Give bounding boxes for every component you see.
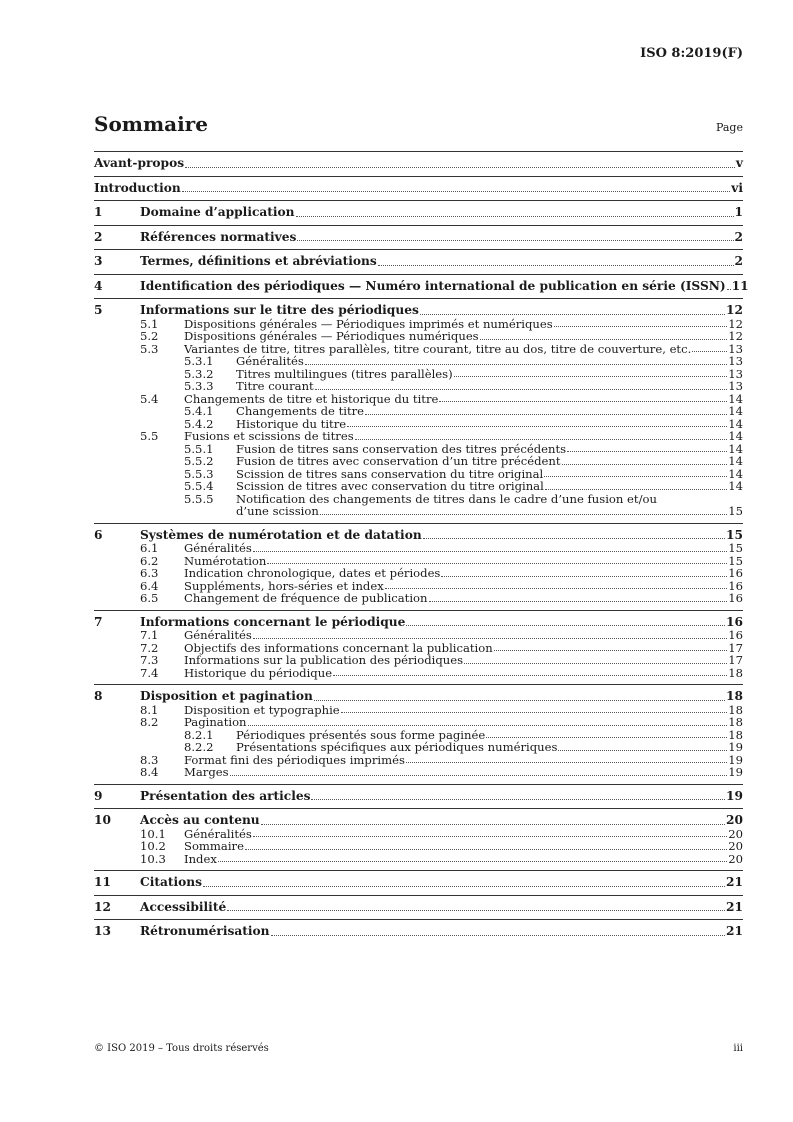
toc-entry-page: 14: [728, 404, 743, 418]
toc-entry-title: Informations sur le titre des périodiques: [140, 303, 419, 317]
toc-entry-page: 13: [728, 379, 743, 393]
toc-dot-leader: [314, 700, 725, 701]
toc-entry-page: 14: [728, 454, 743, 468]
toc-entry[interactable]: [94, 741, 743, 754]
toc-entry-title: Généralités: [184, 628, 252, 642]
toc-entry[interactable]: [94, 430, 743, 443]
toc-entry-number: 10.3: [140, 851, 166, 866]
toc-entry-number: 5.5.5: [184, 491, 214, 506]
toc-dot-leader: [385, 588, 727, 589]
toc-entry[interactable]: [94, 493, 743, 506]
toc-dot-leader: [439, 401, 727, 402]
toc-entry-number: 8.2.2: [184, 740, 214, 754]
toc-entry-number: 8.4: [140, 765, 159, 779]
toc-dot-leader: [464, 663, 727, 664]
toc-entry-page: 14: [728, 391, 743, 406]
toc-entry-page: 15: [728, 553, 743, 568]
toc-dot-leader: [185, 167, 735, 168]
toc-dot-leader: [480, 339, 728, 340]
toc-entry-page: 18: [728, 715, 743, 729]
toc-entry-page: 1: [734, 205, 743, 219]
toc-entry[interactable]: [94, 667, 743, 680]
toc-entry-page: 16: [728, 628, 743, 642]
toc-dot-leader: [311, 799, 725, 800]
toc-dot-leader: [296, 216, 734, 217]
toc-entry[interactable]: [94, 355, 743, 368]
toc-entry[interactable]: [94, 876, 743, 890]
toc-entry-number: 5.4.1: [184, 404, 214, 418]
toc-entry-title: Fusion de titres sans conservation des titres précédents: [236, 441, 567, 456]
toc-entry-page: 11: [731, 278, 749, 293]
toc-entry[interactable]: [94, 616, 743, 630]
toc-section: [94, 808, 743, 870]
toc-entry-number: 7.1: [140, 628, 159, 642]
toc-entry-page: 17: [728, 653, 743, 667]
toc-entry[interactable]: [94, 304, 743, 318]
toc-section: [94, 176, 743, 201]
toc-entry-number: 5.5.1: [184, 441, 214, 456]
toc-entry-title: Disposition et pagination: [140, 689, 313, 703]
toc-entry-page: 15: [728, 541, 743, 555]
toc-entry-title: Termes, définitions et abréviations: [140, 254, 377, 268]
toc-entry-title: d’une scission: [236, 504, 319, 518]
toc-entry-number: 12: [94, 899, 111, 914]
toc-entry[interactable]: [94, 206, 743, 220]
toc-dot-leader: [245, 849, 727, 850]
toc-entry-title: Systèmes de numérotation et de datation: [140, 527, 422, 542]
toc-entry-number: 10.2: [140, 839, 166, 853]
toc-entry-title: Changement de fréquence de publication: [184, 591, 428, 605]
copyright-notice: © ISO 2019 – Tous droits réservés: [94, 1043, 269, 1054]
toc-entry-number: 6.2: [140, 553, 159, 568]
toc-entry-page: 16: [726, 614, 743, 629]
toc-entry[interactable]: [94, 278, 749, 294]
toc-entry[interactable]: [94, 853, 743, 866]
toc-entry-page: 15: [728, 504, 743, 518]
toc-entry-number: 5.3.1: [184, 354, 214, 368]
toc-entry-number: 5.3: [140, 341, 159, 356]
toc-dot-leader: [333, 675, 727, 676]
toc-entry-page: vi: [731, 180, 743, 195]
toc-entry[interactable]: [94, 716, 743, 729]
toc-entry-title: Présentations spécifiques aux périodiques numériques: [236, 740, 558, 754]
toc-entry-page: 21: [726, 924, 743, 938]
toc-entry-number: 9: [94, 788, 103, 803]
toc-entry-title: Généralités: [236, 354, 304, 368]
page-column-label: Page: [715, 121, 743, 134]
toc-entry[interactable]: [94, 542, 743, 555]
toc-entry-page: 14: [728, 441, 743, 456]
toc-entry-title: Indication chronologique, dates et périodes: [184, 566, 441, 580]
toc-dot-leader: [544, 476, 727, 477]
toc-entry-number: 7.3: [140, 653, 159, 667]
toc-dot-leader: [494, 650, 728, 651]
toc-entry-title: Introduction: [94, 180, 181, 195]
toc-entry-title: Scission de titres avec conservation du titre original: [236, 479, 544, 493]
toc-dot-leader: [454, 376, 728, 377]
toc-entry[interactable]: [94, 455, 743, 468]
toc-entry-page: 16: [728, 591, 743, 605]
toc-entry-page: v: [735, 156, 743, 170]
toc-entry-title: Dispositions générales — Périodiques numériques: [184, 329, 479, 343]
toc-entry-title: Fusions et scissions de titres: [184, 429, 354, 443]
toc-entry[interactable]: [94, 255, 743, 269]
toc-entry-page: 17: [728, 640, 743, 655]
toc-entry-page: 2: [734, 229, 743, 244]
toc-entry[interactable]: [94, 529, 743, 543]
toc-entry[interactable]: [94, 790, 743, 804]
toc-entry[interactable]: [94, 505, 743, 518]
toc-entry-page: 12: [728, 316, 743, 331]
toc-dot-leader: [305, 364, 727, 365]
toc-entry[interactable]: [94, 690, 743, 704]
toc-entry-title: Domaine d’application: [140, 205, 295, 219]
toc-dot-leader: [558, 750, 727, 751]
toc-dot-leader: [253, 551, 727, 552]
toc-entry-title: Historique du périodique: [184, 665, 333, 680]
toc-entry-page: 12: [726, 303, 743, 317]
toc-entry-number: 10.1: [140, 826, 166, 841]
toc-entry-page: 18: [728, 702, 743, 717]
toc-entry-page: 20: [728, 826, 743, 841]
page-number: iii: [733, 1043, 743, 1054]
toc-entry[interactable]: [94, 380, 743, 393]
toc-entry-number: 7.4: [140, 665, 159, 680]
toc-entry[interactable]: [94, 480, 743, 493]
toc-entry-title: Accessibilité: [140, 899, 227, 914]
toc-entry-title: Généralités: [184, 826, 252, 841]
toc-entry-number: 5.4: [140, 391, 159, 406]
toc-entry-title: Dispositions générales — Périodiques imprimés et numériques: [184, 316, 553, 331]
toc-entry-title: Numérotation: [184, 553, 267, 568]
table-of-contents: [94, 151, 749, 944]
toc-entry-number: 5.5.4: [184, 479, 214, 493]
toc-entry-title: Format fini des périodiques imprimés: [184, 752, 405, 767]
toc-entry-number: 8.2.1: [184, 727, 214, 742]
toc-dot-leader: [182, 191, 730, 192]
toc-entry[interactable]: [94, 157, 743, 171]
toc-entry-title: Pagination: [184, 715, 247, 729]
toc-entry-title: Variantes de titre, titres parallèles, titre courant, titre au dos, titre de couverture, etc.: [184, 341, 692, 356]
toc-dot-leader: [227, 910, 725, 911]
toc-section: [94, 151, 743, 176]
toc-entry[interactable]: [94, 925, 743, 939]
toc-entry-number: 1: [94, 205, 103, 219]
toc-entry[interactable]: [94, 814, 743, 828]
toc-entry[interactable]: [94, 592, 743, 605]
toc-dot-leader: [297, 240, 733, 241]
toc-entry-title: Accès au contenu: [140, 813, 260, 827]
toc-dot-leader: [567, 451, 727, 452]
toc-entry-title: Titre courant: [236, 379, 314, 393]
toc-entry-title: Informations sur la publication des périodiques: [184, 653, 464, 667]
toc-entry[interactable]: [94, 840, 743, 853]
toc-entry-page: 19: [728, 740, 743, 754]
toc-entry-title: Informations concernant le périodique: [140, 614, 406, 629]
toc-dot-leader: [203, 886, 725, 887]
toc-entry-number: 8.2: [140, 715, 159, 729]
toc-entry-number: 5: [94, 303, 103, 317]
toc-entry-number: 5.1: [140, 316, 159, 331]
toc-entry-page: 2: [734, 254, 743, 268]
toc-entry-page: 14: [728, 466, 743, 481]
toc-entry[interactable]: [94, 654, 743, 667]
toc-entry-title: Titres multilingues (titres parallèles): [236, 366, 453, 381]
document-id: ISO 8:2019(F): [640, 46, 743, 61]
toc-entry-number: 4: [94, 278, 103, 293]
toc-entry-title: Généralités: [184, 541, 252, 555]
toc-entry-number: 6.3: [140, 566, 159, 580]
toc-entry[interactable]: [94, 330, 743, 343]
toc-entry-number: 5.3.3: [184, 379, 214, 393]
toc-entry-page: 14: [728, 416, 743, 431]
toc-entry-number: 5.4.2: [184, 416, 214, 431]
toc-entry-page: 18: [728, 727, 743, 742]
toc-entry-page: 15: [726, 527, 743, 542]
toc-entry-number: 7: [94, 614, 103, 629]
toc-entry-page: 12: [728, 329, 743, 343]
toc-entry-title: Identification des périodiques — Numéro international de publication en série (ISSN): [140, 278, 726, 293]
toc-entry-title: Historique du titre: [236, 416, 347, 431]
toc-entry[interactable]: [94, 629, 743, 642]
toc-entry-title: Périodiques présentés sous forme paginée: [236, 727, 486, 742]
toc-entry-page: 14: [728, 429, 743, 443]
toc-dot-leader: [267, 563, 727, 564]
toc-dot-leader: [261, 824, 725, 825]
toc-dot-leader: [562, 464, 728, 465]
toc-dot-leader: [378, 265, 734, 266]
toc-dot-leader: [365, 414, 727, 415]
toc-entry-page: 13: [728, 354, 743, 368]
toc-entry-number: 5.5.2: [184, 454, 214, 468]
toc-dot-leader: [218, 861, 727, 862]
toc-entry-number: 7.2: [140, 640, 159, 655]
toc-entry-page: 13: [728, 366, 743, 381]
toc-entry-title: Marges: [184, 765, 229, 779]
toc-section: [94, 684, 743, 784]
page-title: Sommaire: [94, 112, 208, 136]
toc-entry-number: 11: [94, 875, 111, 889]
toc-entry-page: 16: [728, 566, 743, 580]
toc-dot-leader: [727, 289, 731, 290]
toc-section: [94, 225, 743, 250]
toc-entry-title: Notification des changements de titres dans le cadre d’une fusion et/ou: [236, 491, 657, 506]
toc-section: [94, 274, 749, 299]
toc-entry-number: 3: [94, 254, 103, 268]
toc-entry-page: 20: [726, 813, 743, 827]
toc-entry-page: 20: [728, 839, 743, 853]
toc-entry-number: 2: [94, 229, 103, 244]
toc-entry-title: Présentation des articles: [140, 788, 311, 803]
toc-entry-number: 5.2: [140, 329, 159, 343]
toc-dot-leader: [253, 836, 727, 837]
toc-entry-number: 6.5: [140, 591, 159, 605]
toc-entry-page: 19: [726, 788, 743, 803]
toc-entry-page: 18: [728, 665, 743, 680]
toc-section: [94, 895, 743, 920]
toc-entry-title: Références normatives: [140, 229, 297, 244]
toc-entry-title: Changements de titre: [236, 404, 365, 418]
toc-entry-number: 5.3.2: [184, 366, 214, 381]
toc-entry-page: 19: [728, 752, 743, 767]
toc-dot-leader: [341, 712, 728, 713]
toc-dot-leader: [406, 625, 725, 626]
toc-entry[interactable]: [94, 231, 743, 245]
toc-dot-leader: [420, 314, 725, 315]
toc-dot-leader: [320, 514, 727, 515]
toc-dot-leader: [441, 576, 727, 577]
toc-entry[interactable]: [94, 901, 743, 915]
toc-dot-leader: [230, 775, 728, 776]
toc-dot-leader: [355, 439, 728, 440]
toc-dot-leader: [554, 326, 728, 327]
toc-entry-number: 8: [94, 689, 103, 703]
toc-entry-number: 6.4: [140, 578, 159, 593]
toc-entry-title: Disposition et typographie: [184, 702, 340, 717]
toc-section: [94, 523, 743, 610]
toc-dot-leader: [486, 737, 727, 738]
toc-entry-title: Changements de titre et historique du titre: [184, 391, 439, 406]
toc-section: [94, 784, 743, 809]
toc-section: [94, 870, 743, 895]
toc-entry-title: Fusion de titres avec conservation d’un titre précédent: [236, 454, 561, 468]
toc-entry[interactable]: [94, 405, 743, 418]
toc-section: [94, 298, 743, 523]
toc-entry-number: 6.1: [140, 541, 159, 555]
toc-dot-leader: [347, 426, 727, 427]
toc-entry-number: 8.3: [140, 752, 159, 767]
toc-entry-number: 5.5: [140, 429, 159, 443]
toc-dot-leader: [315, 389, 728, 390]
toc-entry-title: Objectifs des informations concernant la publication: [184, 640, 493, 655]
toc-entry-page: 14: [728, 479, 743, 493]
toc-entry-title: Index: [184, 851, 217, 866]
toc-entry-number: 13: [94, 924, 111, 938]
toc-dot-leader: [423, 538, 725, 539]
toc-entry-page: 13: [728, 341, 743, 356]
toc-entry-title: Rétronumérisation: [140, 924, 270, 938]
toc-entry-number: 10: [94, 813, 111, 827]
toc-section: [94, 200, 743, 225]
toc-section: [94, 919, 743, 944]
toc-section: [94, 249, 743, 274]
toc-dot-leader: [253, 638, 727, 639]
toc-entry-page: 18: [726, 689, 743, 703]
toc-entry-number: 6: [94, 527, 103, 542]
toc-entry-page: 19: [728, 765, 743, 779]
toc-dot-leader: [248, 725, 728, 726]
toc-entry-page: 21: [726, 875, 743, 889]
toc-entry-page: 20: [728, 851, 743, 866]
toc-entry-title: Sommaire: [184, 839, 244, 853]
toc-entry-number: 5.5.3: [184, 466, 214, 481]
toc-dot-leader: [429, 601, 728, 602]
toc-dot-leader: [545, 489, 727, 490]
toc-dot-leader: [271, 935, 726, 936]
toc-section: [94, 610, 743, 685]
toc-entry-number: 8.1: [140, 702, 159, 717]
toc-dot-leader: [692, 351, 727, 352]
toc-entry-title: Citations: [140, 875, 202, 889]
toc-entry-title: Suppléments, hors-séries et index: [184, 578, 384, 593]
toc-entry-title: Avant-propos: [94, 156, 185, 170]
toc-entry-page: 21: [726, 899, 743, 914]
toc-entry-title: Scission de titres sans conservation du titre original: [236, 466, 544, 481]
toc-entry-page: 16: [728, 578, 743, 593]
toc-entry[interactable]: [94, 182, 743, 196]
toc-entry[interactable]: [94, 766, 743, 779]
toc-entry[interactable]: [94, 567, 743, 580]
toc-dot-leader: [406, 762, 727, 763]
